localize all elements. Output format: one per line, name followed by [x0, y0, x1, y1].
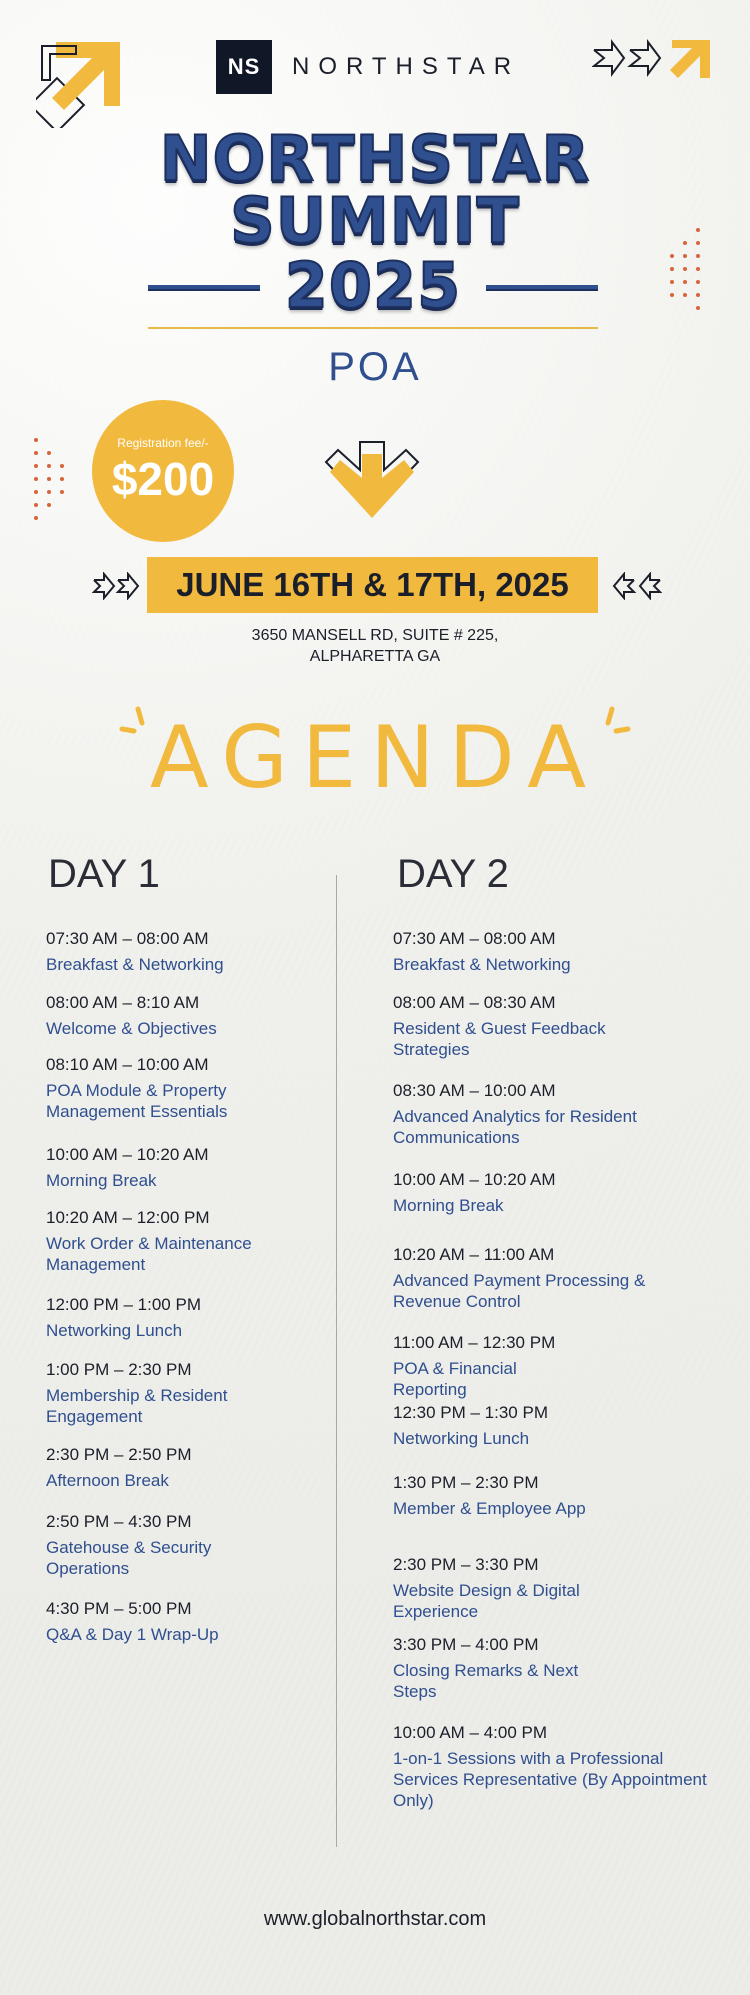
session-title: Welcome & Objectives: [46, 1019, 217, 1038]
session-title: Q&A & Day 1 Wrap-Up: [46, 1625, 219, 1644]
title-line-2: SUMMIT: [230, 184, 520, 257]
column-divider: [336, 875, 337, 1847]
session-title: Member & Employee App: [393, 1499, 586, 1518]
event-date-band: [147, 557, 598, 613]
session-title: POA Module & Property Management Essentials: [46, 1081, 228, 1121]
fee-label: Registration fee/-: [117, 436, 209, 450]
title-year: 2025: [284, 249, 462, 322]
session-time: 12:30 PM – 1:30 PM: [393, 1403, 548, 1422]
session-time: 10:20 AM – 12:00 PM: [46, 1208, 210, 1227]
session-title: Advanced Payment Processing & Revenue Control: [393, 1271, 646, 1311]
corner-arrow-icon: [36, 38, 128, 128]
title-year-row: [148, 249, 598, 322]
session-title: POA & Financial Reporting: [393, 1359, 517, 1399]
session-title: Advanced Analytics for Resident Communications: [393, 1107, 637, 1147]
session-time: 11:00 AM – 12:30 PM: [393, 1333, 556, 1352]
session-time: 07:30 AM – 08:00 AM: [46, 929, 209, 948]
session-time: 1:00 PM – 2:30 PM: [46, 1360, 192, 1379]
agenda-item: [46, 1444, 276, 1491]
year-rule-left: [148, 285, 260, 291]
agenda-item: [46, 1054, 276, 1122]
session-time: 12:00 PM – 1:00 PM: [46, 1295, 201, 1314]
session-title: Resident & Guest Feedback Strategies: [393, 1019, 606, 1059]
session-time: 2:30 PM – 3:30 PM: [393, 1555, 539, 1574]
agenda-item: [393, 1332, 563, 1400]
title-line-1: NORTHSTAR: [159, 122, 591, 195]
agenda-item: [393, 1402, 663, 1449]
agenda-item: [46, 1359, 276, 1427]
agenda-item: [46, 928, 276, 975]
session-title: Work Order & Maintenance Management: [46, 1234, 252, 1274]
event-title: [0, 122, 750, 257]
agenda-item: [393, 1169, 663, 1216]
decorative-dots-right: [670, 228, 700, 310]
agenda-heading: AGENDA: [149, 708, 601, 808]
agenda-item: [46, 1511, 266, 1579]
session-time: 2:30 PM – 2:50 PM: [46, 1445, 192, 1464]
agenda-item: [393, 928, 663, 975]
agenda-item: [46, 1598, 276, 1645]
agenda-item: [46, 1294, 276, 1341]
agenda-item: [46, 1144, 276, 1191]
double-chevron-right-icon: [92, 572, 144, 600]
session-time: 2:50 PM – 4:30 PM: [46, 1512, 192, 1531]
title-underline: [148, 327, 598, 329]
brand-name: NORTHSTAR: [292, 53, 521, 80]
address-line-1: 3650 MANSELL RD, SUITE # 225,: [251, 627, 499, 644]
brand-mark: NS: [216, 40, 272, 94]
session-time: 08:30 AM – 10:00 AM: [393, 1081, 556, 1100]
session-time: 08:00 AM – 08:30 AM: [393, 993, 556, 1012]
event-address: [0, 625, 750, 667]
agenda-item: [393, 1634, 593, 1702]
website-link[interactable]: www.globalnorthstar.com: [263, 1908, 487, 1930]
session-title: Membership & Resident Engagement: [46, 1386, 228, 1426]
brand-logo: [216, 40, 520, 94]
session-title: Morning Break: [393, 1196, 504, 1215]
fee-amount: $200: [111, 453, 215, 505]
session-title: Closing Remarks & Next Steps: [393, 1661, 579, 1701]
agenda-item: [393, 1554, 593, 1622]
double-chevron-left-icon: [610, 572, 662, 600]
session-time: 3:30 PM – 4:00 PM: [393, 1635, 539, 1654]
registration-fee-badge: [92, 400, 234, 542]
agenda-item: [46, 992, 276, 1039]
session-title: Gatehouse & Security Operations: [46, 1538, 212, 1578]
agenda-item: [393, 992, 663, 1060]
session-time: 1:30 PM – 2:30 PM: [393, 1473, 539, 1492]
day-1-schedule: [46, 928, 356, 1648]
session-title: Networking Lunch: [393, 1429, 530, 1448]
agenda-item: [46, 1207, 306, 1275]
day-2-schedule: [393, 928, 707, 1848]
session-time: 10:00 AM – 4:00 PM: [393, 1723, 548, 1742]
session-time: 4:30 PM – 5:00 PM: [46, 1599, 192, 1618]
session-title: Morning Break: [46, 1171, 157, 1190]
session-time: 10:00 AM – 10:20 AM: [46, 1145, 209, 1164]
address-line-2: ALPHARETTA GA: [309, 648, 441, 665]
year-rule-right: [486, 285, 598, 291]
session-title: Networking Lunch: [46, 1321, 183, 1340]
session-time: 08:10 AM – 10:00 AM: [46, 1055, 209, 1074]
agenda-item: [393, 1080, 663, 1148]
event-subtitle: POA: [328, 345, 422, 389]
double-chevron-right-icon: [592, 38, 712, 80]
session-title: Breakfast & Networking: [46, 955, 224, 974]
session-time: 07:30 AM – 08:00 AM: [393, 929, 556, 948]
event-date: JUNE 16TH & 17TH, 2025: [176, 566, 569, 603]
session-title: Breakfast & Networking: [393, 955, 571, 974]
day-2-title: DAY 2: [397, 852, 509, 896]
down-arrow-icon: [324, 440, 420, 524]
session-time: 08:00 AM – 8:10 AM: [46, 993, 200, 1012]
session-title: Afternoon Break: [46, 1471, 169, 1490]
session-title: 1-on-1 Sessions with a Professional Services Representative (By Appointment Only): [393, 1749, 707, 1810]
agenda-item: [393, 1472, 663, 1519]
session-time: 10:20 AM – 11:00 AM: [393, 1245, 555, 1264]
agenda-item: [393, 1722, 713, 1811]
day-1-title: DAY 1: [48, 852, 160, 896]
decorative-dots-left: [34, 438, 64, 520]
session-time: 10:00 AM – 10:20 AM: [393, 1170, 556, 1189]
session-title: Website Design & Digital Experience: [393, 1581, 580, 1621]
agenda-item: [393, 1244, 713, 1312]
